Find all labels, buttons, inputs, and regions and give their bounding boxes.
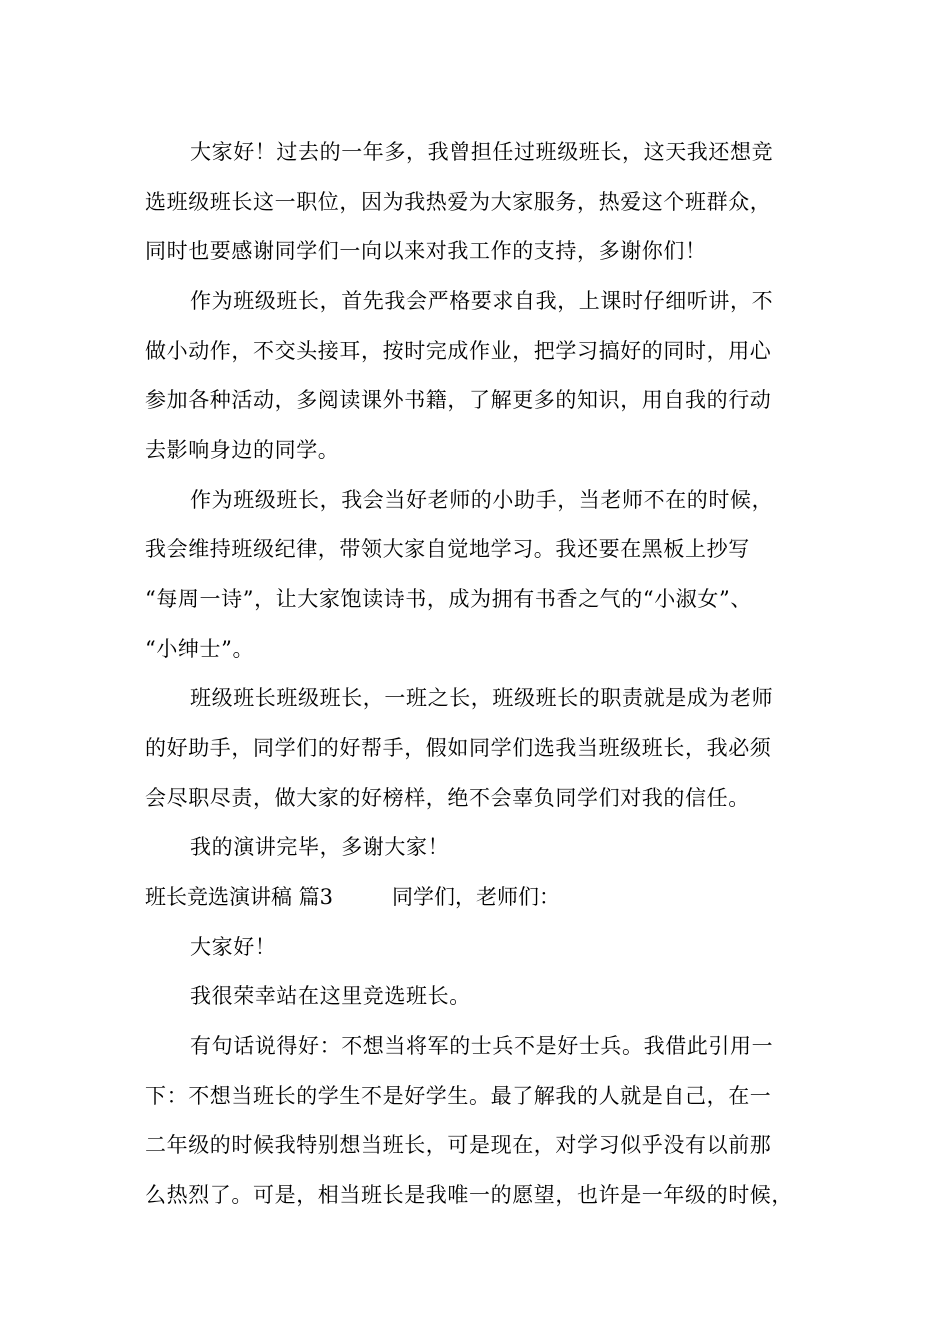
paragraph-8-line-2: 下：不想当班长的学生不是好学生。最了解我的人就是自己，在一 (145, 1084, 772, 1108)
paragraph-2-line-3: 参加各种活动，多阅读课外书籍，了解更多的知识，用自我的行动 (145, 388, 772, 412)
paragraph-2-line-2: 做小动作，不交头接耳，按时完成作业，把学习搞好的同时，用心 (145, 339, 772, 363)
paragraph-1-line-2: 选班级班长这一职位，因为我热爱为大家服务，热爱这个班群众， (145, 190, 772, 214)
paragraph-6-line-1: 大家好！ (190, 935, 277, 959)
paragraph-3-line-3: “每周一诗”，让大家饱读诗书，成为拥有书香之气的“小淑女”、 (145, 587, 752, 611)
section-title: 班长竞选演讲稿 篇3 (145, 885, 334, 909)
paragraph-1-line-3: 同时也要感谢同学们一向以来对我工作的支持，多谢你们！ (145, 239, 707, 263)
paragraph-3-line-2: 我会维持班级纪律，带领大家自觉地学习。我还要在黑板上抄写 (145, 537, 750, 561)
paragraph-8-line-3: 二年级的时候我特别想当班长，可是现在，对学习似乎没有以前那 (145, 1133, 772, 1157)
paragraph-4-line-1: 班级班长班级班长，一班之长，班级班长的职责就是成为老师 (190, 686, 774, 710)
paragraph-8-line-4: 么热烈了。可是，相当班长是我唯一的愿望，也许是一年级的时候， (145, 1183, 793, 1207)
paragraph-2-line-4: 去影响身边的同学。 (145, 438, 340, 462)
section-greeting: 同学们，老师们： (392, 885, 560, 909)
paragraph-3-line-4: “小绅士”。 (145, 637, 255, 661)
paragraph-8-line-1: 有句话说得好：不想当将军的士兵不是好士兵。我借此引用一 (190, 1034, 774, 1058)
paragraph-3-line-1: 作为班级班长，我会当好老师的小助手，当老师不在的时候， (190, 488, 774, 512)
paragraph-5-line-1: 我的演讲完毕，多谢大家！ (190, 835, 450, 859)
paragraph-7-line-1: 我很荣幸站在这里竞选班长。 (190, 984, 471, 1008)
paragraph-4-line-2: 的好助手，同学们的好帮手，假如同学们选我当班级班长，我必须 (145, 736, 772, 760)
paragraph-2-line-1: 作为班级班长，首先我会严格要求自我，上课时仔细听讲，不 (190, 289, 774, 313)
paragraph-4-line-3: 会尽职尽责，做大家的好榜样，绝不会辜负同学们对我的信任。 (145, 786, 750, 810)
paragraph-1-line-1: 大家好！过去的一年多，我曾担任过班级班长，这天我还想竞 (190, 140, 774, 164)
